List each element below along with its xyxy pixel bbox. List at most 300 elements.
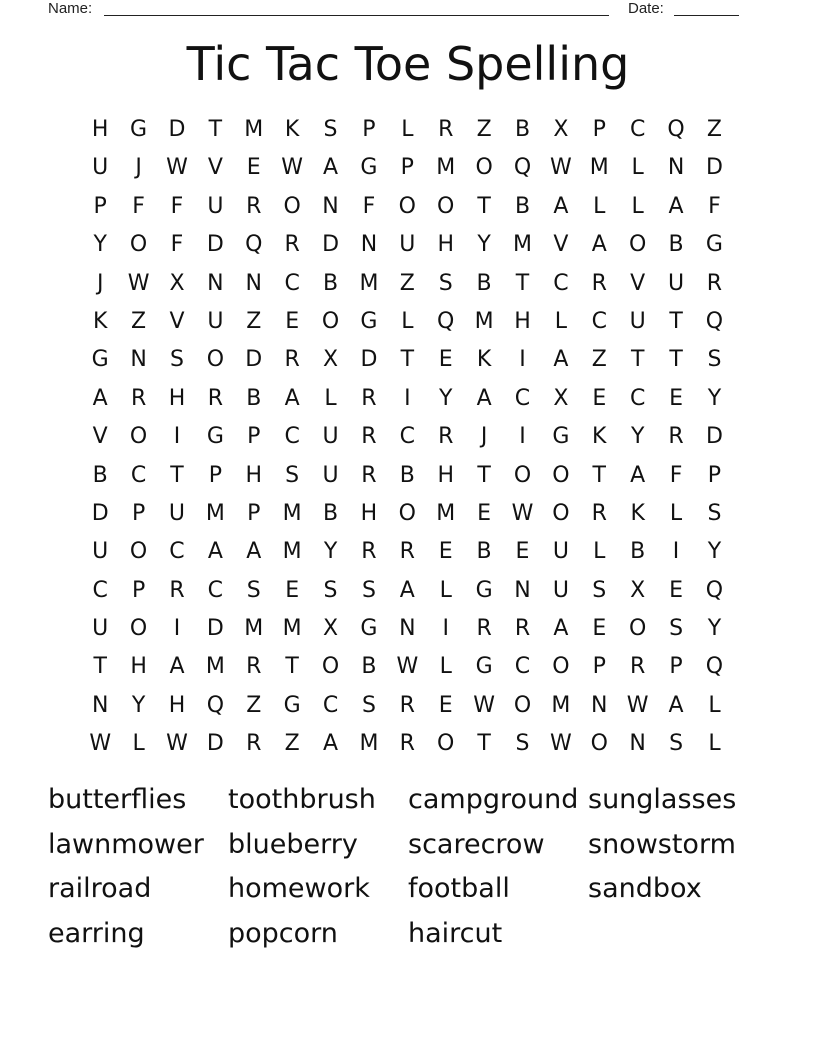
- grid-letter[interactable]: W: [127, 270, 150, 296]
- grid-letter[interactable]: X: [630, 577, 646, 603]
- grid-letter[interactable]: V: [553, 232, 569, 258]
- grid-letter[interactable]: H: [245, 462, 263, 488]
- grid-letter[interactable]: T: [477, 462, 491, 488]
- grid-letter[interactable]: S: [246, 577, 261, 603]
- grid-letter[interactable]: R: [361, 462, 377, 488]
- grid-letter[interactable]: T: [477, 731, 491, 757]
- grid-letter[interactable]: N: [667, 155, 685, 181]
- grid-letter[interactable]: U: [629, 308, 646, 334]
- grid-letter[interactable]: L: [132, 731, 145, 757]
- grid-letter[interactable]: I: [519, 424, 526, 450]
- grid-letter[interactable]: F: [708, 193, 721, 219]
- grid-letter[interactable]: A: [323, 155, 339, 181]
- grid-letter[interactable]: D: [360, 347, 378, 373]
- grid-letter[interactable]: Q: [667, 117, 685, 142]
- grid-letter[interactable]: N: [399, 616, 416, 642]
- grid-letter[interactable]: O: [590, 731, 608, 757]
- grid-letter[interactable]: G: [552, 424, 570, 450]
- grid-letter[interactable]: O: [475, 155, 493, 181]
- grid-letter[interactable]: C: [207, 577, 224, 603]
- grid-letter[interactable]: Z: [399, 270, 415, 296]
- grid-letter[interactable]: H: [91, 117, 109, 142]
- grid-letter[interactable]: C: [514, 385, 531, 411]
- grid-letter[interactable]: M: [551, 692, 571, 718]
- grid-letter[interactable]: Q: [705, 308, 724, 334]
- grid-letter[interactable]: G: [475, 654, 493, 680]
- grid-letter[interactable]: Y: [630, 424, 645, 450]
- grid-letter[interactable]: M: [513, 232, 532, 258]
- grid-letter[interactable]: B: [476, 539, 492, 565]
- grid-row: [81, 687, 734, 725]
- grid-letter[interactable]: Q: [705, 654, 724, 680]
- grid-letter[interactable]: N: [629, 731, 646, 757]
- grid-letter[interactable]: E: [592, 616, 607, 642]
- grid-letter[interactable]: G: [360, 155, 378, 181]
- grid-letter[interactable]: B: [399, 462, 415, 488]
- grid-letter[interactable]: O: [513, 462, 532, 488]
- grid-letter[interactable]: H: [168, 692, 186, 718]
- grid-letter[interactable]: P: [592, 117, 606, 142]
- grid-letter[interactable]: X: [169, 270, 185, 296]
- grid-letter[interactable]: A: [668, 692, 684, 718]
- grid-letter[interactable]: M: [244, 616, 264, 642]
- grid-letter[interactable]: U: [207, 308, 224, 334]
- grid-letter[interactable]: U: [92, 616, 109, 642]
- grid-letter[interactable]: T: [208, 117, 223, 142]
- word-list-item: snowstorm: [588, 828, 736, 860]
- grid-letter[interactable]: S: [515, 731, 530, 757]
- grid-letter[interactable]: R: [246, 731, 262, 757]
- grid-letter[interactable]: R: [706, 270, 723, 296]
- grid-letter[interactable]: O: [552, 462, 570, 488]
- grid-letter[interactable]: L: [708, 692, 721, 718]
- grid-letter[interactable]: G: [206, 424, 224, 450]
- grid-letter[interactable]: P: [400, 155, 414, 181]
- grid-letter[interactable]: H: [437, 232, 454, 258]
- grid-letter[interactable]: Y: [93, 232, 107, 258]
- grid-letter[interactable]: N: [91, 692, 109, 718]
- grid-letter[interactable]: S: [592, 577, 607, 603]
- grid-letter[interactable]: J: [480, 424, 488, 450]
- grid-letter[interactable]: M: [282, 539, 302, 565]
- grid-letter[interactable]: M: [282, 500, 302, 526]
- grid-letter[interactable]: D: [245, 347, 263, 373]
- grid-letter[interactable]: A: [553, 347, 569, 373]
- grid-letter[interactable]: D: [168, 117, 186, 142]
- grid-letter[interactable]: T: [669, 308, 683, 334]
- grid-letter[interactable]: U: [322, 462, 339, 488]
- grid-letter[interactable]: M: [244, 117, 264, 142]
- grid-letter[interactable]: E: [515, 539, 530, 565]
- grid-letter[interactable]: R: [438, 424, 454, 450]
- grid-letter[interactable]: F: [362, 193, 376, 219]
- grid-letter[interactable]: F: [170, 232, 184, 258]
- grid-letter[interactable]: O: [629, 232, 647, 258]
- grid-letter[interactable]: U: [168, 500, 186, 526]
- grid-letter[interactable]: U: [322, 424, 339, 450]
- grid-letter[interactable]: Q: [206, 692, 225, 718]
- grid-letter[interactable]: C: [322, 692, 339, 718]
- grid-letter[interactable]: B: [668, 232, 684, 258]
- name-blank-line[interactable]: [104, 15, 609, 16]
- grid-letter[interactable]: H: [514, 308, 531, 334]
- grid-letter[interactable]: Y: [707, 539, 722, 565]
- grid-letter[interactable]: H: [360, 500, 378, 526]
- grid-letter[interactable]: A: [399, 577, 415, 603]
- grid-row: [81, 418, 734, 456]
- grid-letter[interactable]: S: [323, 117, 338, 142]
- grid-letter[interactable]: G: [705, 232, 723, 258]
- grid-letter[interactable]: T: [669, 347, 683, 373]
- grid-letter[interactable]: A: [323, 731, 339, 757]
- grid-letter[interactable]: A: [284, 385, 300, 411]
- grid-letter[interactable]: E: [246, 155, 261, 181]
- grid-letter[interactable]: V: [169, 308, 185, 334]
- word-list-item: toothbrush: [228, 784, 376, 815]
- grid-letter[interactable]: B: [92, 462, 108, 488]
- grid-letter[interactable]: O: [552, 500, 570, 526]
- grid-letter[interactable]: R: [476, 616, 492, 642]
- grid-letter[interactable]: Z: [706, 117, 722, 142]
- grid-letter[interactable]: P: [362, 117, 376, 142]
- grid-letter[interactable]: D: [705, 155, 723, 181]
- grid-letter[interactable]: G: [475, 577, 493, 603]
- grid-letter[interactable]: A: [553, 193, 569, 219]
- grid-letter[interactable]: S: [438, 270, 453, 296]
- grid-letter[interactable]: J: [96, 270, 104, 296]
- grid-letter[interactable]: U: [668, 270, 685, 296]
- grid-letter[interactable]: Y: [707, 385, 722, 411]
- grid-letter[interactable]: K: [476, 347, 492, 373]
- grid-letter[interactable]: R: [361, 539, 377, 565]
- grid-letter[interactable]: R: [668, 424, 684, 450]
- grid-letter[interactable]: L: [401, 308, 414, 334]
- grid-letter[interactable]: H: [437, 462, 454, 488]
- grid-letter[interactable]: Z: [284, 731, 300, 757]
- grid-letter[interactable]: U: [92, 539, 109, 565]
- grid-letter[interactable]: Z: [246, 692, 262, 718]
- grid-letter[interactable]: W: [166, 731, 188, 757]
- grid-letter[interactable]: D: [206, 616, 224, 642]
- grid-letter[interactable]: S: [169, 347, 184, 373]
- grid-letter[interactable]: G: [360, 616, 378, 642]
- grid-letter[interactable]: L: [439, 654, 452, 680]
- grid-letter[interactable]: B: [322, 500, 339, 526]
- grid-letter[interactable]: Z: [591, 347, 607, 373]
- grid-letter[interactable]: C: [399, 424, 415, 450]
- grid-letter[interactable]: T: [285, 654, 299, 680]
- date-blank-line[interactable]: [674, 15, 739, 16]
- grid-letter[interactable]: R: [284, 347, 300, 373]
- grid-letter[interactable]: M: [359, 731, 379, 757]
- grid-letter[interactable]: E: [477, 500, 492, 526]
- grid-letter[interactable]: M: [474, 308, 494, 334]
- grid-letter[interactable]: G: [360, 308, 378, 334]
- grid-letter[interactable]: D: [705, 424, 723, 450]
- grid-letter[interactable]: R: [361, 385, 377, 411]
- grid-letter[interactable]: A: [92, 385, 108, 411]
- grid-row: [81, 149, 734, 187]
- grid-letter[interactable]: R: [399, 539, 415, 565]
- grid-letter[interactable]: S: [669, 731, 684, 757]
- grid-letter[interactable]: C: [591, 308, 607, 334]
- grid-letter[interactable]: S: [285, 462, 300, 488]
- grid-letter[interactable]: P: [131, 500, 146, 526]
- grid-letter[interactable]: T: [93, 654, 107, 680]
- grid-letter[interactable]: R: [591, 270, 607, 296]
- grid-letter[interactable]: E: [592, 385, 607, 411]
- grid-letter[interactable]: S: [669, 616, 684, 642]
- grid-letter[interactable]: P: [93, 193, 107, 219]
- grid-letter[interactable]: W: [281, 155, 304, 181]
- grid-letter[interactable]: C: [284, 424, 300, 450]
- grid-letter[interactable]: V: [92, 424, 108, 450]
- grid-letter[interactable]: W: [166, 155, 188, 181]
- grid-letter[interactable]: L: [669, 500, 683, 526]
- grid-letter[interactable]: A: [630, 462, 646, 488]
- grid-letter[interactable]: M: [436, 155, 456, 181]
- grid-letter[interactable]: M: [205, 654, 225, 680]
- grid-letter[interactable]: O: [398, 500, 416, 526]
- grid-letter[interactable]: K: [284, 117, 300, 142]
- grid-letter[interactable]: C: [284, 270, 300, 296]
- grid-letter[interactable]: R: [361, 424, 377, 450]
- grid-letter[interactable]: L: [631, 193, 644, 219]
- grid-letter[interactable]: S: [361, 692, 376, 718]
- grid-letter[interactable]: E: [669, 385, 683, 411]
- grid-letter[interactable]: Q: [513, 155, 532, 181]
- grid-letter[interactable]: T: [477, 193, 491, 219]
- grid-letter[interactable]: M: [436, 500, 456, 526]
- grid-letter[interactable]: G: [130, 117, 148, 142]
- grid-letter[interactable]: K: [630, 500, 645, 526]
- grid-letter[interactable]: J: [135, 155, 142, 181]
- grid-letter[interactable]: F: [669, 462, 683, 488]
- grid-letter[interactable]: D: [206, 232, 224, 258]
- grid-letter[interactable]: O: [321, 654, 340, 680]
- grid-letter[interactable]: C: [629, 385, 646, 411]
- grid-letter[interactable]: Y: [323, 539, 338, 565]
- grid-letter[interactable]: A: [476, 385, 492, 411]
- grid-letter[interactable]: Y: [131, 692, 146, 718]
- grid-letter[interactable]: M: [359, 270, 379, 296]
- grid-letter[interactable]: U: [92, 155, 109, 181]
- grid-letter[interactable]: R: [438, 117, 454, 142]
- grid-letter[interactable]: P: [208, 462, 222, 488]
- grid-letter[interactable]: R: [246, 654, 262, 680]
- grid-letter[interactable]: E: [438, 347, 453, 373]
- grid-letter[interactable]: N: [130, 347, 147, 373]
- grid-letter[interactable]: A: [246, 539, 262, 565]
- grid-letter[interactable]: A: [169, 654, 185, 680]
- grid-letter[interactable]: X: [553, 117, 569, 142]
- grid-letter[interactable]: Z: [246, 308, 262, 334]
- grid-letter[interactable]: T: [592, 462, 606, 488]
- grid-letter[interactable]: Y: [477, 232, 491, 258]
- grid-letter[interactable]: I: [173, 424, 181, 450]
- grid-letter[interactable]: P: [131, 577, 146, 603]
- grid-letter[interactable]: O: [129, 232, 148, 258]
- grid-letter[interactable]: H: [130, 654, 147, 680]
- grid-letter[interactable]: L: [324, 385, 337, 411]
- grid-letter[interactable]: F: [170, 193, 184, 219]
- grid-letter[interactable]: E: [669, 577, 683, 603]
- grid-letter[interactable]: N: [322, 193, 339, 219]
- grid-letter[interactable]: C: [92, 577, 108, 603]
- grid-letter[interactable]: B: [514, 117, 531, 142]
- grid-letter[interactable]: L: [708, 731, 721, 757]
- grid-letter[interactable]: T: [515, 270, 530, 296]
- grid-letter[interactable]: W: [550, 155, 572, 181]
- grid-letter[interactable]: U: [552, 577, 569, 603]
- grid-letter[interactable]: O: [513, 692, 532, 718]
- grid-letter[interactable]: L: [401, 117, 414, 142]
- grid-letter[interactable]: A: [591, 232, 607, 258]
- grid-letter[interactable]: R: [169, 577, 185, 603]
- grid-letter[interactable]: X: [553, 385, 569, 411]
- grid-letter[interactable]: P: [707, 462, 722, 488]
- grid-letter[interactable]: X: [323, 347, 339, 373]
- grid-letter[interactable]: O: [283, 193, 301, 219]
- grid-letter[interactable]: A: [207, 539, 223, 565]
- grid-letter[interactable]: R: [591, 500, 607, 526]
- grid-letter[interactable]: O: [206, 347, 225, 373]
- grid-letter[interactable]: W: [396, 654, 419, 680]
- grid-letter[interactable]: L: [593, 539, 606, 565]
- grid-letter[interactable]: S: [707, 347, 722, 373]
- grid-letter[interactable]: O: [552, 654, 570, 680]
- grid-letter[interactable]: R: [246, 193, 262, 219]
- grid-letter[interactable]: V: [207, 155, 223, 181]
- grid-letter[interactable]: N: [207, 270, 224, 296]
- word-list: [48, 778, 768, 956]
- grid-letter[interactable]: Q: [245, 232, 263, 258]
- grid-letter[interactable]: W: [89, 731, 112, 757]
- grid-letter[interactable]: P: [592, 654, 606, 680]
- grid-letter[interactable]: K: [92, 308, 108, 334]
- grid-letter[interactable]: G: [91, 347, 109, 373]
- grid-letter[interactable]: R: [399, 731, 415, 757]
- grid-letter[interactable]: I: [442, 616, 449, 642]
- grid-letter[interactable]: E: [285, 308, 300, 334]
- grid-letter[interactable]: E: [438, 692, 453, 718]
- grid-letter[interactable]: R: [514, 616, 531, 642]
- grid-letter[interactable]: T: [170, 462, 184, 488]
- grid-letter[interactable]: L: [554, 308, 568, 334]
- grid-letter[interactable]: O: [129, 616, 148, 642]
- grid-letter[interactable]: O: [321, 308, 340, 334]
- date-label: Date:: [628, 0, 664, 17]
- grid-letter[interactable]: B: [630, 539, 646, 565]
- grid-letter[interactable]: O: [129, 539, 148, 565]
- word-list-item: campground: [408, 784, 579, 815]
- grid-letter[interactable]: W: [511, 500, 534, 526]
- grid-letter[interactable]: C: [514, 654, 531, 680]
- grid-letter[interactable]: T: [630, 347, 645, 373]
- grid-letter[interactable]: Z: [476, 117, 492, 142]
- grid-letter[interactable]: H: [168, 385, 186, 411]
- grid-letter[interactable]: R: [130, 385, 147, 411]
- grid-letter[interactable]: A: [553, 616, 569, 642]
- grid-letter[interactable]: B: [246, 385, 262, 411]
- grid-letter[interactable]: L: [439, 577, 452, 603]
- grid-letter[interactable]: P: [669, 654, 683, 680]
- grid-letter[interactable]: V: [630, 270, 646, 296]
- grid-letter[interactable]: O: [629, 616, 647, 642]
- grid-letter[interactable]: M: [589, 155, 609, 181]
- grid-letter[interactable]: K: [592, 424, 607, 450]
- grid-letter[interactable]: N: [245, 270, 262, 296]
- grid-letter[interactable]: Y: [438, 385, 453, 411]
- grid-row: [81, 188, 734, 226]
- grid-letter[interactable]: Z: [131, 308, 147, 334]
- grid-letter[interactable]: C: [130, 462, 147, 488]
- grid-letter[interactable]: L: [593, 193, 606, 219]
- grid-letter[interactable]: Y: [707, 616, 722, 642]
- grid-letter[interactable]: B: [514, 193, 531, 219]
- grid-letter[interactable]: O: [129, 424, 148, 450]
- grid-letter[interactable]: W: [473, 692, 495, 718]
- grid-letter[interactable]: W: [550, 731, 572, 757]
- grid-letter[interactable]: M: [205, 500, 225, 526]
- grid-letter[interactable]: B: [476, 270, 492, 296]
- grid-letter[interactable]: R: [284, 232, 300, 258]
- grid-letter[interactable]: P: [247, 500, 261, 526]
- grid-letter[interactable]: S: [361, 577, 376, 603]
- grid-letter[interactable]: Q: [437, 308, 455, 334]
- grid-letter[interactable]: E: [438, 539, 453, 565]
- grid-letter[interactable]: X: [323, 616, 339, 642]
- grid-letter[interactable]: U: [399, 232, 416, 258]
- grid-letter[interactable]: B: [322, 270, 339, 296]
- grid-letter[interactable]: L: [631, 155, 644, 181]
- grid-letter[interactable]: U: [552, 539, 569, 565]
- grid-letter[interactable]: Q: [705, 577, 724, 603]
- grid-letter[interactable]: G: [283, 692, 301, 718]
- grid-letter[interactable]: I: [519, 347, 526, 373]
- grid-letter[interactable]: I: [404, 385, 411, 411]
- grid-letter[interactable]: F: [132, 193, 145, 219]
- grid-letter[interactable]: D: [322, 232, 340, 258]
- grid-letter[interactable]: N: [360, 232, 378, 258]
- grid-letter[interactable]: N: [591, 692, 608, 718]
- grid-letter[interactable]: T: [400, 347, 415, 373]
- grid-letter[interactable]: O: [398, 193, 416, 219]
- grid-letter[interactable]: B: [361, 654, 377, 680]
- grid-letter[interactable]: A: [668, 193, 684, 219]
- grid-letter[interactable]: C: [553, 270, 569, 296]
- grid-letter[interactable]: P: [247, 424, 261, 450]
- grid-letter[interactable]: U: [207, 193, 224, 219]
- grid-letter[interactable]: W: [626, 692, 649, 718]
- grid-letter[interactable]: D: [91, 500, 109, 526]
- grid-letter[interactable]: O: [437, 193, 455, 219]
- grid-letter[interactable]: I: [672, 539, 680, 565]
- grid-letter[interactable]: R: [207, 385, 224, 411]
- grid-letter[interactable]: R: [399, 692, 415, 718]
- grid-letter[interactable]: N: [514, 577, 531, 603]
- grid-letter[interactable]: R: [630, 654, 646, 680]
- grid-letter[interactable]: O: [437, 731, 455, 757]
- grid-letter[interactable]: M: [282, 616, 302, 642]
- grid-letter[interactable]: E: [285, 577, 300, 603]
- grid-letter[interactable]: C: [169, 539, 185, 565]
- grid-letter[interactable]: C: [629, 117, 646, 142]
- grid-letter[interactable]: S: [707, 500, 722, 526]
- grid-letter[interactable]: S: [323, 577, 338, 603]
- grid-letter[interactable]: I: [173, 616, 181, 642]
- grid-letter[interactable]: D: [206, 731, 224, 757]
